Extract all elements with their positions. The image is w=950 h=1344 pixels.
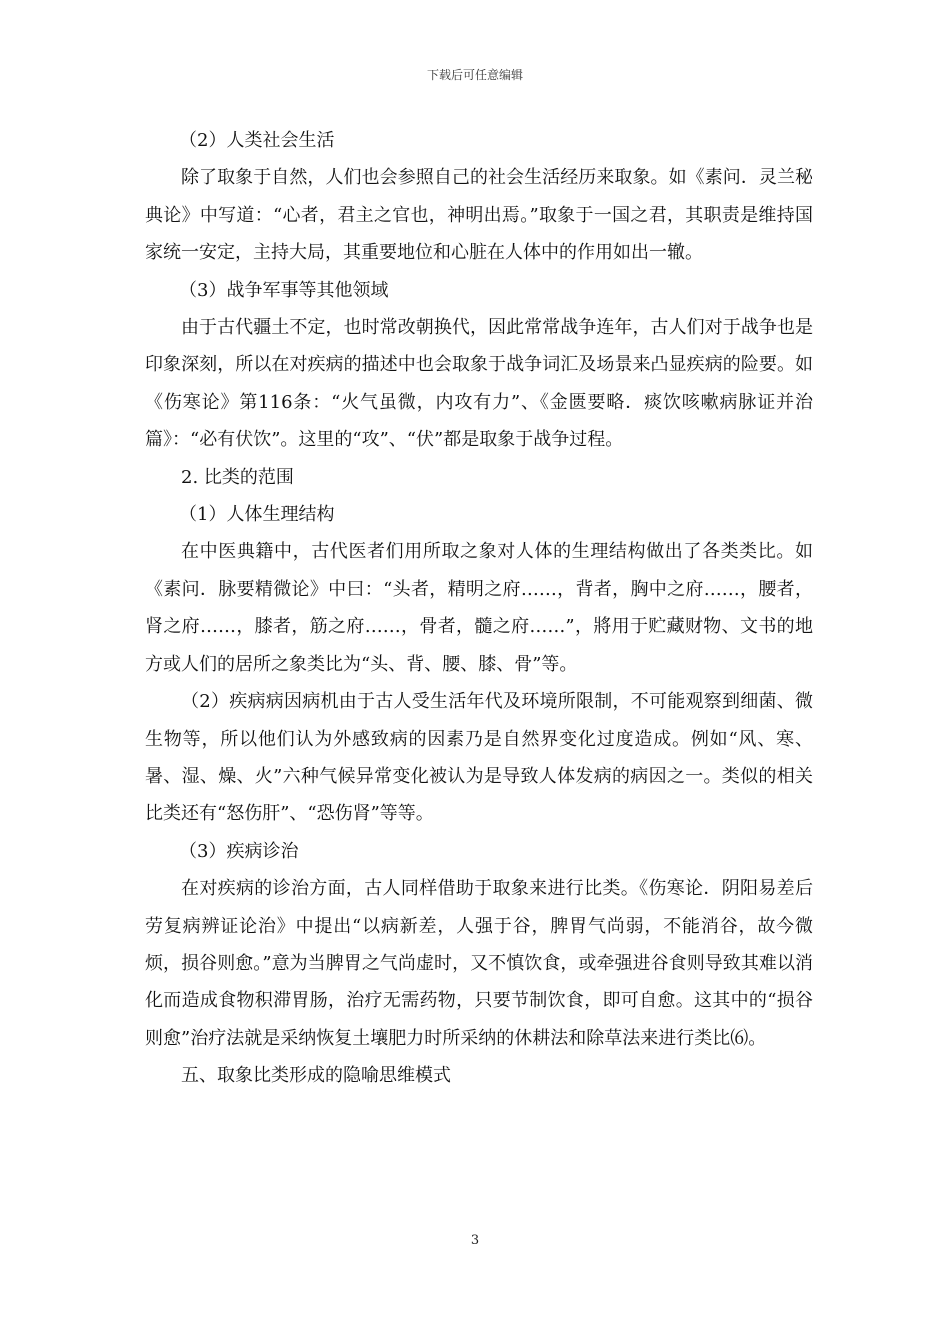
page-header: 下载后可任意编辑 xyxy=(426,68,523,82)
paragraph-social-life: 除了取象于自然，人们也会参照自己的社会生活经历来取象。如《素问．灵兰秘典论》中写道：“心者，君主之官也，神明出焉。”取象于一国之君，其职责是维持国家统一安定，主持大局，其重要地位和心脏在人体中的作用如出一辙。 xyxy=(145,167,813,264)
heading-section-five: 五、取象比类形成的隐喻思维模式 xyxy=(181,1065,451,1087)
paragraph-disease-cause: （2）疾病病因病机由于古人受生活年代及环境所限制，不可能观察到细菌、微生物等，所以他们认为外感致病的因素乃是自然界变化过度造成。例如“风、寒、暑、湿、燥、火”六种气候异常变化被认为是导致人体发病的病因之一。类似的相关比类还有“怒伤肝”、“恐伤肾”等等。 xyxy=(145,691,813,825)
paragraph-diagnosis-treatment: 在对疾病的诊治方面，古人同样借助于取象来进行比类。《伤寒论．阴阳易差后劳复病辨证论治》中提出“以病新差，人强于谷，脾胃气尚弱，不能消谷，故今微烦，损谷则愈。”意为当脾胃之气尚虚时，又不慎饮食，或牵强进谷食则导致其难以消化而造成食物积滞胃肠，治疗无需药物，只要节制饮食，即可自愈。这其中的“损谷则愈”治疗法就是采纳恢复土壤肥力时所采纳的休耕法和除草法来进行类比⑹。 xyxy=(145,878,813,1049)
heading-analogy-scope: 2. 比类的范围 xyxy=(181,466,294,488)
paragraph-war-military: 由于古代疆土不定，也时常改朝换代，因此常常战争连年，古人们对于战争也是印象深刻，所以在对疾病的描述中也会取象于战争词汇及场景来凸显疾病的险要。如《伤寒论》第116条：“火气虽微，内攻有力”、《金匮要略．痰饮咳嗽病脉证并治篇》：“必有伏饮”。这里的“攻”、“伏”都是取象于战争过程。 xyxy=(145,317,813,451)
document-body xyxy=(145,122,813,1095)
page-number: 3 xyxy=(470,1233,480,1248)
paragraph-body-structure: 在中医典籍中，古代医者们用所取之象对人体的生理结构做出了各类类比。如《素问．脉要精微论》中曰：“头者，精明之府……，背者，胸中之府……，腰者，肾之府……，膝者，筋之府……，骨者，髓之府……”，將用于贮藏财物、文书的地方或人们的居所之象类比为“头、背、腰、膝、骨”等。 xyxy=(145,541,813,675)
subheading-diagnosis-treatment: （3）疾病诊治 xyxy=(179,840,299,862)
subheading-war-military: （3）战争军事等其他领域 xyxy=(179,279,389,301)
subheading-social-life: （2）人类社会生活 xyxy=(179,130,335,151)
subheading-body-structure: （1）人体生理结构 xyxy=(179,504,335,526)
